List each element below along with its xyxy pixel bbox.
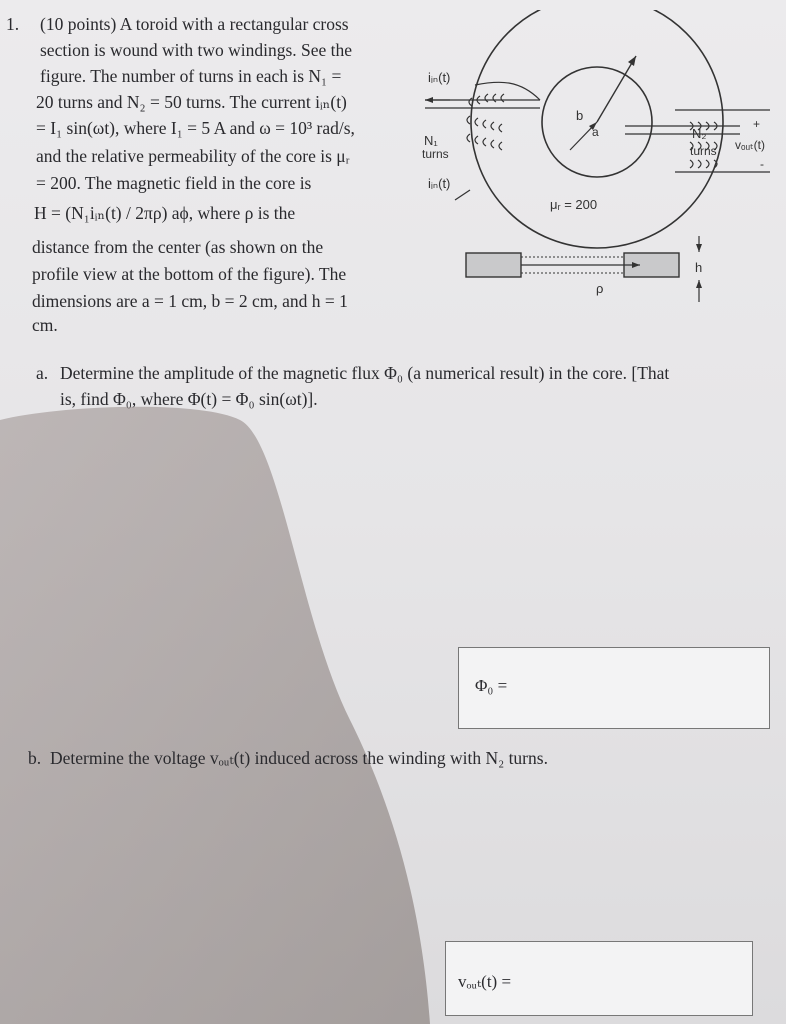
label-b: b — [576, 108, 584, 123]
part-a-line-2: is, find Φ₀, where Φ(t) = Φ₀ sin(ωt)]. — [60, 389, 318, 409]
problem-line-6: and the relative permeability of the core is μᵣ — [36, 146, 350, 166]
label-iin-bottom: iᵢₙ(t) — [428, 176, 451, 191]
answer-a-label: Φ₀ = — [475, 676, 508, 695]
label-iin-top: iᵢₙ(t) — [428, 70, 451, 85]
problem-line-10: profile view at the bottom of the figure). The — [32, 264, 347, 284]
label-n1: N₁ — [424, 133, 438, 148]
label-plus: + — [753, 117, 761, 131]
problem-line-4: 20 turns and N₂ = 50 turns. The current iᵢₙ(t) — [36, 92, 347, 112]
problem-line-11: dimensions are a = 1 cm, b = 2 cm, and h = 1 — [32, 291, 348, 311]
problem-line-12: cm. — [32, 315, 58, 335]
label-vout: vₒᵤₜ(t) — [735, 138, 765, 152]
problem-line-3: figure. The number of turns in each is N₁ = — [40, 66, 342, 86]
label-rho: ρ — [596, 281, 604, 296]
label-minus: - — [760, 157, 764, 171]
label-n2: N₂ — [692, 126, 707, 141]
label-turns-right: turns — [690, 144, 717, 158]
problem-line-7: = 200. The magnetic field in the core is — [36, 173, 312, 193]
problem-line-2: section is wound with two windings. See the — [40, 40, 353, 60]
problem-line-8: H = (N₁iᵢₙ(t) / 2πρ) aϕ, where ρ is the — [34, 203, 296, 223]
part-b-text: Determine the voltage vₒᵤₜ(t) induced across the winding with N₂ turns. — [50, 748, 548, 768]
problem-line-5: = I₁ sin(ωt), where I₁ = 5 A and ω = 10³ rad/s, — [36, 118, 355, 138]
label-a: a — [592, 125, 599, 139]
label-h: h — [695, 260, 703, 275]
part-a-label: a. — [36, 363, 49, 383]
label-turns-left: turns — [422, 147, 449, 161]
problem-number: 1. — [6, 14, 20, 34]
answer-box-a[interactable] — [458, 647, 770, 729]
answer-b-label: vₒᵤₜ(t) = — [458, 972, 512, 991]
problem-line-1: (10 points) A toroid with a rectangular cross — [40, 14, 349, 34]
label-mu: μᵣ = 200 — [550, 197, 598, 212]
part-b-label: b. — [28, 748, 42, 768]
answer-box-b[interactable] — [445, 941, 753, 1016]
problem-line-9: distance from the center (as shown on the — [32, 237, 324, 257]
part-a-line-1: Determine the amplitude of the magnetic flux Φ₀ (a numerical result) in the core. [That — [60, 363, 670, 383]
